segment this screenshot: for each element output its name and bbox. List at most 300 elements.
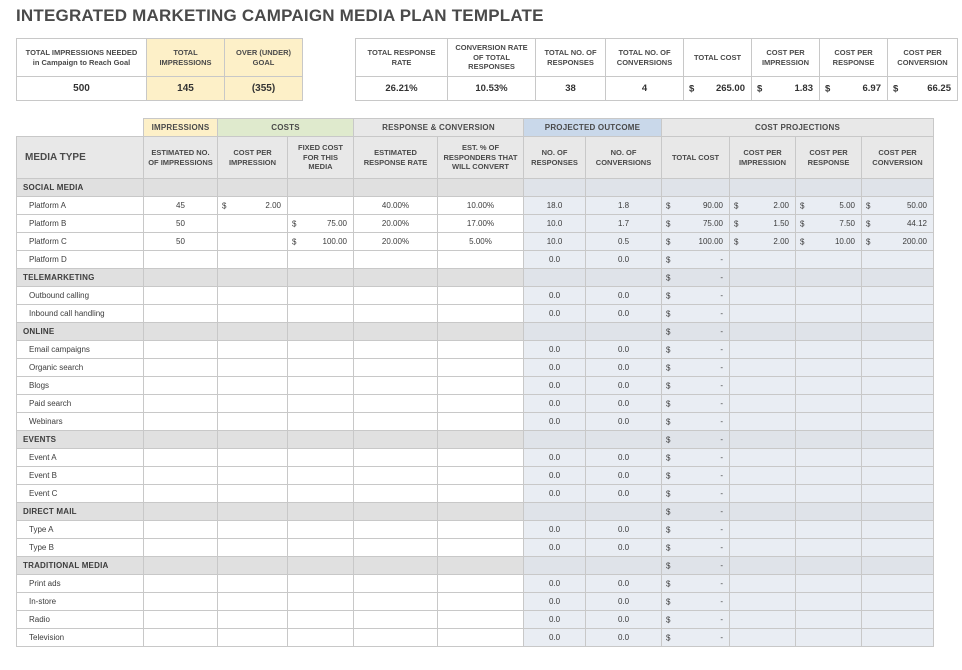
row-label[interactable]: Email campaigns [17, 341, 144, 359]
cell-total-cost[interactable] [662, 485, 730, 503]
cell-cost-per-conversion[interactable] [862, 485, 934, 503]
row-label[interactable]: SOCIAL MEDIA [17, 179, 144, 197]
table-row[interactable] [17, 251, 934, 269]
category-row[interactable] [17, 557, 934, 575]
cell-total-cost[interactable] [662, 197, 730, 215]
table-row[interactable] [17, 359, 934, 377]
cell-cost-per-conversion[interactable] [862, 287, 934, 305]
cell-no-of-responses[interactable]: 0.0 [524, 305, 586, 323]
cell-total-cost[interactable] [662, 413, 730, 431]
cell-no-of-responses[interactable]: 0.0 [524, 575, 586, 593]
cell-estimated-response-rate[interactable] [354, 593, 438, 611]
cell-cost-per-response[interactable] [796, 431, 862, 449]
cell-total-cost[interactable] [662, 179, 730, 197]
cell-no-of-conversions[interactable]: 0.0 [586, 467, 662, 485]
cell-cost-per-impression[interactable] [218, 485, 288, 503]
cell-no-of-conversions[interactable] [586, 431, 662, 449]
cell-fixed-cost-for-this-media[interactable] [288, 503, 354, 521]
cell-cost-per-impression[interactable] [730, 287, 796, 305]
cell-estimated-no-of-impressions[interactable] [144, 593, 218, 611]
category-row[interactable] [17, 269, 934, 287]
cell-cost-per-impression[interactable] [730, 593, 796, 611]
cell-fixed-cost-for-this-media[interactable] [288, 215, 354, 233]
cell-fixed-cost-for-this-media[interactable] [288, 269, 354, 287]
cell-est-of-responders-that-will-convert[interactable] [438, 269, 524, 287]
cell-cost-per-impression[interactable] [730, 521, 796, 539]
cell-estimated-response-rate[interactable] [354, 521, 438, 539]
cell-total-cost[interactable] [662, 323, 730, 341]
row-label[interactable]: Platform A [17, 197, 144, 215]
cell-cost-per-impression[interactable] [218, 539, 288, 557]
cell-fixed-cost-for-this-media[interactable] [288, 521, 354, 539]
table-row[interactable] [17, 539, 934, 557]
cell-est-of-responders-that-will-convert[interactable] [438, 179, 524, 197]
cell-fixed-cost-for-this-media[interactable] [288, 305, 354, 323]
cell-est-of-responders-that-will-convert[interactable] [438, 485, 524, 503]
cell-cost-per-impression[interactable] [730, 413, 796, 431]
cell-no-of-responses[interactable]: 18.0 [524, 197, 586, 215]
cell-no-of-responses[interactable]: 0.0 [524, 395, 586, 413]
cell-cost-per-impression[interactable] [218, 179, 288, 197]
cell-cost-per-conversion[interactable] [862, 431, 934, 449]
cell-cost-per-response[interactable] [796, 503, 862, 521]
cell-estimated-no-of-impressions[interactable] [144, 539, 218, 557]
summary-goal-value-total-impressions[interactable]: 145 [147, 77, 225, 101]
cell-no-of-responses[interactable]: 0.0 [524, 539, 586, 557]
cell-no-of-responses[interactable]: 0.0 [524, 449, 586, 467]
cell-estimated-no-of-impressions[interactable] [144, 287, 218, 305]
cell-cost-per-impression[interactable] [218, 233, 288, 251]
cell-cost-per-conversion[interactable] [862, 467, 934, 485]
cell-cost-per-impression[interactable] [730, 557, 796, 575]
row-label[interactable]: Radio [17, 611, 144, 629]
cell-cost-per-response[interactable] [796, 611, 862, 629]
cell-estimated-no-of-impressions[interactable] [144, 251, 218, 269]
cell-total-cost[interactable] [662, 305, 730, 323]
cell-cost-per-response[interactable] [796, 575, 862, 593]
cell-no-of-conversions[interactable]: 0.0 [586, 305, 662, 323]
cell-no-of-responses[interactable]: 0.0 [524, 521, 586, 539]
table-row[interactable] [17, 521, 934, 539]
cell-cost-per-impression[interactable] [218, 557, 288, 575]
cell-no-of-responses[interactable]: 0.0 [524, 593, 586, 611]
cell-no-of-responses[interactable]: 0.0 [524, 377, 586, 395]
cell-estimated-response-rate[interactable] [354, 413, 438, 431]
cell-cost-per-impression[interactable] [730, 215, 796, 233]
cell-cost-per-conversion[interactable] [862, 251, 934, 269]
cell-fixed-cost-for-this-media[interactable] [288, 449, 354, 467]
cell-cost-per-impression[interactable] [730, 251, 796, 269]
summary-metric-value-total-response-rate[interactable]: 26.21% [356, 77, 448, 101]
table-row[interactable] [17, 611, 934, 629]
cell-estimated-no-of-impressions[interactable] [144, 323, 218, 341]
cell-cost-per-response[interactable] [796, 395, 862, 413]
cell-cost-per-response[interactable] [796, 629, 862, 647]
cell-cost-per-impression[interactable] [730, 233, 796, 251]
row-label[interactable]: ONLINE [17, 323, 144, 341]
table-row[interactable] [17, 449, 934, 467]
cell-cost-per-response[interactable] [796, 449, 862, 467]
cell-no-of-responses[interactable]: 0.0 [524, 341, 586, 359]
cell-total-cost[interactable] [662, 611, 730, 629]
cell-no-of-conversions[interactable] [586, 269, 662, 287]
cell-total-cost[interactable] [662, 377, 730, 395]
cell-est-of-responders-that-will-convert[interactable] [438, 431, 524, 449]
cell-total-cost[interactable] [662, 503, 730, 521]
cell-no-of-responses[interactable]: 0.0 [524, 413, 586, 431]
cell-no-of-conversions[interactable]: 0.0 [586, 575, 662, 593]
cell-est-of-responders-that-will-convert[interactable] [438, 287, 524, 305]
row-label[interactable]: Paid search [17, 395, 144, 413]
cell-cost-per-impression[interactable] [218, 413, 288, 431]
cell-cost-per-impression[interactable] [218, 287, 288, 305]
cell-no-of-conversions[interactable]: 0.0 [586, 521, 662, 539]
summary-metric-value-cost-per-conversion[interactable]: $ 66.25 [888, 77, 958, 101]
cell-cost-per-impression[interactable] [218, 593, 288, 611]
cell-cost-per-conversion[interactable] [862, 305, 934, 323]
row-label[interactable]: Print ads [17, 575, 144, 593]
cell-cost-per-response[interactable] [796, 341, 862, 359]
cell-cost-per-impression[interactable] [218, 305, 288, 323]
cell-no-of-conversions[interactable]: 0.5 [586, 233, 662, 251]
cell-estimated-no-of-impressions[interactable] [144, 269, 218, 287]
cell-estimated-no-of-impressions[interactable] [144, 179, 218, 197]
cell-fixed-cost-for-this-media[interactable] [288, 197, 354, 215]
cell-cost-per-response[interactable] [796, 593, 862, 611]
cell-cost-per-response[interactable] [796, 557, 862, 575]
cell-estimated-response-rate[interactable]: 40.00% [354, 197, 438, 215]
cell-estimated-response-rate[interactable] [354, 449, 438, 467]
cell-estimated-no-of-impressions[interactable]: 50 [144, 215, 218, 233]
cell-cost-per-impression[interactable] [218, 323, 288, 341]
cell-estimated-response-rate[interactable] [354, 269, 438, 287]
cell-est-of-responders-that-will-convert[interactable]: 5.00% [438, 233, 524, 251]
cell-estimated-response-rate[interactable] [354, 503, 438, 521]
summary-goal-value-over-under[interactable]: (355) [225, 77, 303, 101]
cell-fixed-cost-for-this-media[interactable] [288, 341, 354, 359]
cell-no-of-conversions[interactable]: 0.0 [586, 359, 662, 377]
cell-no-of-responses[interactable]: 10.0 [524, 215, 586, 233]
row-label[interactable]: Platform C [17, 233, 144, 251]
cell-total-cost[interactable] [662, 341, 730, 359]
cell-est-of-responders-that-will-convert[interactable] [438, 467, 524, 485]
cell-estimated-no-of-impressions[interactable]: 45 [144, 197, 218, 215]
cell-no-of-conversions[interactable]: 0.0 [586, 539, 662, 557]
cell-cost-per-impression[interactable] [730, 323, 796, 341]
cell-estimated-response-rate[interactable]: 20.00% [354, 215, 438, 233]
cell-no-of-responses[interactable]: 0.0 [524, 485, 586, 503]
cell-est-of-responders-that-will-convert[interactable] [438, 359, 524, 377]
cell-fixed-cost-for-this-media[interactable] [288, 395, 354, 413]
row-label[interactable]: Inbound call handling [17, 305, 144, 323]
cell-total-cost[interactable] [662, 251, 730, 269]
cell-fixed-cost-for-this-media[interactable] [288, 593, 354, 611]
table-row[interactable] [17, 395, 934, 413]
cell-cost-per-response[interactable] [796, 233, 862, 251]
cell-est-of-responders-that-will-convert[interactable] [438, 503, 524, 521]
cell-no-of-conversions[interactable] [586, 179, 662, 197]
cell-cost-per-response[interactable] [796, 377, 862, 395]
cell-cost-per-response[interactable] [796, 413, 862, 431]
cell-cost-per-impression[interactable] [730, 449, 796, 467]
cell-cost-per-response[interactable] [796, 179, 862, 197]
cell-cost-per-conversion[interactable] [862, 539, 934, 557]
cell-fixed-cost-for-this-media[interactable] [288, 539, 354, 557]
cell-fixed-cost-for-this-media[interactable] [288, 323, 354, 341]
cell-estimated-no-of-impressions[interactable] [144, 629, 218, 647]
cell-no-of-conversions[interactable]: 0.0 [586, 593, 662, 611]
cell-estimated-response-rate[interactable]: 20.00% [354, 233, 438, 251]
cell-est-of-responders-that-will-convert[interactable] [438, 593, 524, 611]
cell-est-of-responders-that-will-convert[interactable] [438, 449, 524, 467]
cell-fixed-cost-for-this-media[interactable] [288, 557, 354, 575]
summary-metric-value-cost-per-impression[interactable]: $ 1.83 [752, 77, 820, 101]
cell-total-cost[interactable] [662, 629, 730, 647]
cell-cost-per-impression[interactable] [218, 575, 288, 593]
cell-no-of-responses[interactable]: 0.0 [524, 287, 586, 305]
cell-fixed-cost-for-this-media[interactable] [288, 287, 354, 305]
cell-cost-per-impression[interactable] [730, 395, 796, 413]
cell-cost-per-impression[interactable] [218, 269, 288, 287]
cell-cost-per-impression[interactable] [218, 359, 288, 377]
table-row[interactable] [17, 215, 934, 233]
cell-cost-per-response[interactable] [796, 269, 862, 287]
cell-fixed-cost-for-this-media[interactable] [288, 431, 354, 449]
cell-cost-per-impression[interactable] [730, 467, 796, 485]
cell-cost-per-impression[interactable] [730, 431, 796, 449]
cell-estimated-no-of-impressions[interactable] [144, 431, 218, 449]
cell-cost-per-conversion[interactable] [862, 215, 934, 233]
cell-est-of-responders-that-will-convert[interactable]: 17.00% [438, 215, 524, 233]
table-row[interactable] [17, 413, 934, 431]
row-label[interactable]: Organic search [17, 359, 144, 377]
summary-metric-value-conversion-rate[interactable]: 10.53% [448, 77, 536, 101]
row-label[interactable]: Television [17, 629, 144, 647]
cell-cost-per-impression[interactable] [218, 521, 288, 539]
cell-total-cost[interactable] [662, 233, 730, 251]
table-row[interactable] [17, 341, 934, 359]
cell-est-of-responders-that-will-convert[interactable] [438, 305, 524, 323]
cell-est-of-responders-that-will-convert[interactable] [438, 557, 524, 575]
cell-cost-per-impression[interactable] [730, 575, 796, 593]
cell-est-of-responders-that-will-convert[interactable] [438, 521, 524, 539]
cell-total-cost[interactable] [662, 539, 730, 557]
row-label[interactable]: Webinars [17, 413, 144, 431]
cell-cost-per-impression[interactable] [730, 305, 796, 323]
cell-no-of-responses[interactable]: 10.0 [524, 233, 586, 251]
cell-cost-per-conversion[interactable] [862, 269, 934, 287]
cell-fixed-cost-for-this-media[interactable] [288, 359, 354, 377]
cell-total-cost[interactable] [662, 269, 730, 287]
cell-no-of-conversions[interactable]: 0.0 [586, 449, 662, 467]
cell-cost-per-conversion[interactable] [862, 323, 934, 341]
row-label[interactable]: TRADITIONAL MEDIA [17, 557, 144, 575]
row-label[interactable]: Event B [17, 467, 144, 485]
cell-estimated-no-of-impressions[interactable] [144, 503, 218, 521]
cell-cost-per-conversion[interactable] [862, 593, 934, 611]
cell-est-of-responders-that-will-convert[interactable] [438, 395, 524, 413]
cell-cost-per-response[interactable] [796, 467, 862, 485]
cell-estimated-no-of-impressions[interactable] [144, 611, 218, 629]
cell-cost-per-conversion[interactable] [862, 557, 934, 575]
cell-est-of-responders-that-will-convert[interactable] [438, 629, 524, 647]
cell-estimated-response-rate[interactable] [354, 539, 438, 557]
cell-no-of-conversions[interactable]: 0.0 [586, 485, 662, 503]
cell-no-of-responses[interactable]: 0.0 [524, 251, 586, 269]
cell-cost-per-impression[interactable] [730, 179, 796, 197]
cell-estimated-response-rate[interactable] [354, 395, 438, 413]
cell-est-of-responders-that-will-convert[interactable] [438, 251, 524, 269]
cell-estimated-no-of-impressions[interactable] [144, 521, 218, 539]
cell-estimated-no-of-impressions[interactable] [144, 395, 218, 413]
cell-estimated-response-rate[interactable] [354, 557, 438, 575]
cell-estimated-response-rate[interactable] [354, 611, 438, 629]
cell-cost-per-response[interactable] [796, 539, 862, 557]
row-label[interactable]: EVENTS [17, 431, 144, 449]
cell-cost-per-conversion[interactable] [862, 179, 934, 197]
cell-cost-per-impression[interactable] [730, 485, 796, 503]
cell-no-of-conversions[interactable]: 0.0 [586, 395, 662, 413]
cell-cost-per-impression[interactable] [218, 341, 288, 359]
category-row[interactable] [17, 179, 934, 197]
category-row[interactable] [17, 503, 934, 521]
cell-cost-per-response[interactable] [796, 521, 862, 539]
cell-fixed-cost-for-this-media[interactable] [288, 485, 354, 503]
cell-estimated-no-of-impressions[interactable] [144, 449, 218, 467]
cell-estimated-no-of-impressions[interactable]: 50 [144, 233, 218, 251]
cell-total-cost[interactable] [662, 521, 730, 539]
cell-cost-per-impression[interactable] [730, 377, 796, 395]
cell-total-cost[interactable] [662, 359, 730, 377]
table-row[interactable] [17, 593, 934, 611]
cell-estimated-no-of-impressions[interactable] [144, 575, 218, 593]
row-label[interactable]: TELEMARKETING [17, 269, 144, 287]
cell-estimated-response-rate[interactable] [354, 359, 438, 377]
cell-no-of-conversions[interactable]: 0.0 [586, 611, 662, 629]
cell-cost-per-response[interactable] [796, 359, 862, 377]
table-row[interactable] [17, 197, 934, 215]
table-row[interactable] [17, 575, 934, 593]
cell-no-of-responses[interactable] [524, 431, 586, 449]
table-row[interactable] [17, 485, 934, 503]
cell-fixed-cost-for-this-media[interactable] [288, 251, 354, 269]
row-label[interactable]: Outbound calling [17, 287, 144, 305]
cell-estimated-response-rate[interactable] [354, 323, 438, 341]
cell-cost-per-impression[interactable] [218, 251, 288, 269]
cell-cost-per-impression[interactable] [218, 395, 288, 413]
cell-total-cost[interactable] [662, 287, 730, 305]
cell-cost-per-impression[interactable] [730, 341, 796, 359]
cell-estimated-response-rate[interactable] [354, 377, 438, 395]
cell-est-of-responders-that-will-convert[interactable] [438, 575, 524, 593]
cell-no-of-responses[interactable] [524, 323, 586, 341]
cell-cost-per-response[interactable] [796, 287, 862, 305]
cell-estimated-no-of-impressions[interactable] [144, 485, 218, 503]
table-row[interactable] [17, 305, 934, 323]
cell-no-of-responses[interactable]: 0.0 [524, 467, 586, 485]
cell-no-of-responses[interactable] [524, 179, 586, 197]
cell-cost-per-conversion[interactable] [862, 377, 934, 395]
cell-no-of-conversions[interactable] [586, 557, 662, 575]
cell-est-of-responders-that-will-convert[interactable]: 10.00% [438, 197, 524, 215]
cell-total-cost[interactable] [662, 395, 730, 413]
cell-cost-per-conversion[interactable] [862, 629, 934, 647]
cell-cost-per-conversion[interactable] [862, 413, 934, 431]
cell-no-of-conversions[interactable]: 0.0 [586, 341, 662, 359]
cell-cost-per-impression[interactable] [218, 377, 288, 395]
table-row[interactable] [17, 377, 934, 395]
cell-cost-per-conversion[interactable] [862, 449, 934, 467]
cell-total-cost[interactable] [662, 449, 730, 467]
cell-cost-per-impression[interactable] [730, 611, 796, 629]
cell-no-of-conversions[interactable]: 0.0 [586, 377, 662, 395]
cell-cost-per-conversion[interactable] [862, 341, 934, 359]
cell-cost-per-conversion[interactable] [862, 611, 934, 629]
cell-total-cost[interactable] [662, 215, 730, 233]
table-row[interactable] [17, 467, 934, 485]
cell-estimated-no-of-impressions[interactable] [144, 305, 218, 323]
cell-cost-per-response[interactable] [796, 197, 862, 215]
summary-goal-value-impressions-needed[interactable]: 500 [17, 77, 147, 101]
row-label[interactable]: Type B [17, 539, 144, 557]
cell-fixed-cost-for-this-media[interactable] [288, 611, 354, 629]
cell-cost-per-impression[interactable] [730, 503, 796, 521]
cell-estimated-response-rate[interactable] [354, 629, 438, 647]
cell-cost-per-conversion[interactable] [862, 197, 934, 215]
cell-est-of-responders-that-will-convert[interactable] [438, 377, 524, 395]
table-row[interactable] [17, 287, 934, 305]
cell-total-cost[interactable] [662, 557, 730, 575]
row-label[interactable]: Event A [17, 449, 144, 467]
cell-estimated-response-rate[interactable] [354, 287, 438, 305]
cell-cost-per-impression[interactable] [218, 431, 288, 449]
cell-cost-per-response[interactable] [796, 323, 862, 341]
cell-cost-per-response[interactable] [796, 305, 862, 323]
cell-estimated-response-rate[interactable] [354, 305, 438, 323]
cell-fixed-cost-for-this-media[interactable] [288, 413, 354, 431]
cell-total-cost[interactable] [662, 467, 730, 485]
cell-estimated-response-rate[interactable] [354, 575, 438, 593]
row-label[interactable]: Type A [17, 521, 144, 539]
cell-no-of-responses[interactable]: 0.0 [524, 629, 586, 647]
cell-estimated-response-rate[interactable] [354, 485, 438, 503]
cell-cost-per-impression[interactable] [218, 467, 288, 485]
cell-estimated-response-rate[interactable] [354, 431, 438, 449]
cell-no-of-responses[interactable] [524, 269, 586, 287]
row-label[interactable]: Platform D [17, 251, 144, 269]
cell-cost-per-conversion[interactable] [862, 575, 934, 593]
summary-metric-value-total-conversions[interactable]: 4 [606, 77, 684, 101]
cell-total-cost[interactable] [662, 575, 730, 593]
cell-estimated-no-of-impressions[interactable] [144, 359, 218, 377]
cell-est-of-responders-that-will-convert[interactable] [438, 323, 524, 341]
cell-fixed-cost-for-this-media[interactable] [288, 467, 354, 485]
cell-est-of-responders-that-will-convert[interactable] [438, 539, 524, 557]
cell-est-of-responders-that-will-convert[interactable] [438, 341, 524, 359]
cell-fixed-cost-for-this-media[interactable] [288, 377, 354, 395]
cell-cost-per-impression[interactable] [218, 611, 288, 629]
cell-no-of-conversions[interactable]: 1.7 [586, 215, 662, 233]
cell-estimated-no-of-impressions[interactable] [144, 557, 218, 575]
cell-cost-per-conversion[interactable] [862, 395, 934, 413]
summary-metric-value-total-responses[interactable]: 38 [536, 77, 606, 101]
cell-cost-per-conversion[interactable] [862, 233, 934, 251]
cell-no-of-conversions[interactable] [586, 323, 662, 341]
cell-no-of-responses[interactable] [524, 557, 586, 575]
cell-cost-per-impression[interactable] [730, 197, 796, 215]
cell-estimated-response-rate[interactable] [354, 251, 438, 269]
category-row[interactable] [17, 323, 934, 341]
